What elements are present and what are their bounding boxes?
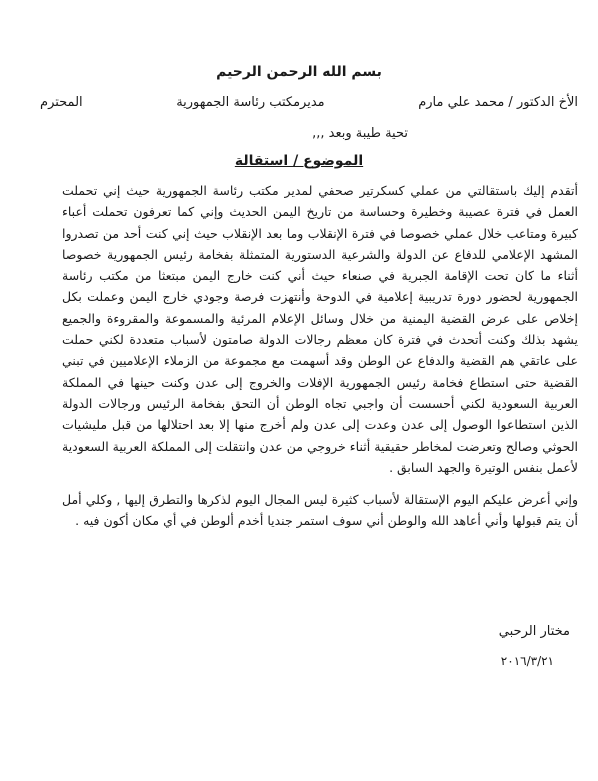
greeting: تحية طيبة وبعد ,,, xyxy=(312,126,408,141)
letter-body xyxy=(62,180,578,543)
addressee-role: مديرمكتب رئاسة الجمهورية xyxy=(176,95,325,110)
subject-heading: الموضوع / استقالة xyxy=(234,153,364,169)
addressee-line xyxy=(40,95,578,110)
letter-date: ٢٠١٦/٣/٢١ xyxy=(500,654,554,668)
basmala-heading: بسم الله الرحمن الرحيم xyxy=(216,64,382,80)
body-paragraph: وإني أعرض عليكم اليوم الإستقالة لأسباب كثيرة ليس المجال اليوم لذكرها والتطرق إليها , وكلي أمل أن يتم قبولها وأني أعاهد الله والوطن أني سوف استمر جنديا أخدم ألوطن في أي مكان أكون فيه . xyxy=(62,492,578,529)
body-paragraph: أتقدم إليك باستقالتي من عملي كسكرتير صحفي لمدير مكتب رئاسة الجمهورية حيث إني تحملت العمل في فترة عصيبة وخطيرة وحساسة من تاريخ اليمن الحديث وإني كما تعرفون تحملت أعباء كبيرة ومتاعب خلال عملي خصوصا في فترة الإنقلاب وما بعد الإنقلاب حيث إني كنت أحد من تصدروا المشهد الإعلامي للدفاع عن الدولة والشرعية الدستورية المتمثلة بفخامة رئيس الجمهورية خصوصا أثناء ما كان تحت الإقامة الجبرية في صنعاء حيث أني كنت خارج اليمن مبتعثا من مكتب رئاسة الجمهورية لحضور دورة تدريبية إعلامية في الدوحة وأنتهزت فرصة وجودي خارج اليمن وعملت بكل إخلاص على عرض القضية اليمنية من خلال وسائل الإعلام المرئية والمسموعة والمقروءة والجميع يشهد بذلك وكنت أتحدث في فترة كان معظم رجالات الدولة صامتون لأسباب متعددة لكني حملت على عاتقي هم القضية والدفاع عن الوطن وقد أسهمت مع مجموعة من الزملاء الإعلاميين في تبني القضية حتى استطاع فخامة رئيس الجمهورية الإفلات والخروج إلى عدن وكنت حينها في المملكة العربية السعودية لكني أحسست أن واجبي تجاه الوطن أن التحق بفخامة الرئيس ورجالات الدولة الذين استطاعوا الوصول إلى عدن وعدت إلى عدن ولم أخرج منها إلا بعد احتلالها من قبل مليشيات الحوثي وصالح وتعرضت لمخاطر حقيقية أثناء خروجي من عدن وانتقلت إلى المملكة العربية السعودية لأعمل بنفس الوتيرة والجهد السابق . xyxy=(62,183,578,475)
signature-name: مختار الرحبي xyxy=(498,624,570,639)
addressee-honorific: المحترم xyxy=(40,95,83,110)
addressee-name: الأخ الدكتور / محمد علي مارم xyxy=(418,95,578,110)
